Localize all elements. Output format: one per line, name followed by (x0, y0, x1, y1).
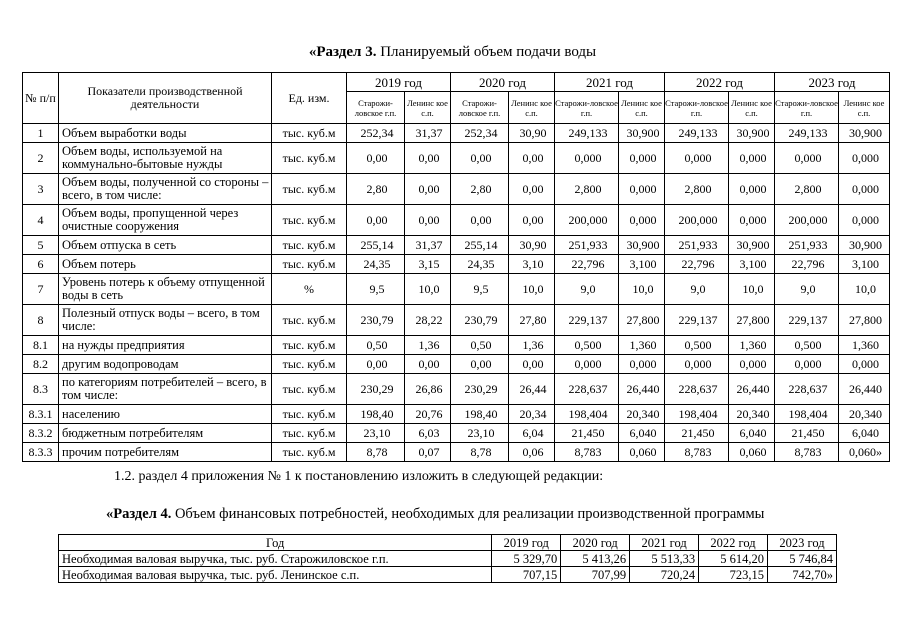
row-value: 0,000 (775, 355, 839, 374)
header-year: 2021 год (555, 73, 665, 92)
row-value: 24,35 (451, 255, 509, 274)
row-value: 0,00 (347, 355, 405, 374)
row-value: 3,10 (509, 255, 555, 274)
row-value: 0,000 (619, 174, 665, 205)
financial-needs-table (58, 534, 837, 583)
row-label: Объем воды, полученной со стороны – всего, в том числе: (59, 174, 272, 205)
row-unit: тыс. куб.м (272, 355, 347, 374)
row-number: 7 (23, 274, 59, 305)
row-value: 8,783 (555, 443, 619, 462)
row-value: 30,900 (729, 236, 775, 255)
row-unit: тыс. куб.м (272, 205, 347, 236)
row-unit: тыс. куб.м (272, 305, 347, 336)
row-value: 8,78 (451, 443, 509, 462)
header-year: 2019 год (492, 535, 561, 551)
row-value: 200,000 (665, 205, 729, 236)
row-value: 20,34 (509, 405, 555, 424)
row-value: 28,22 (405, 305, 451, 336)
row-value: 198,404 (555, 405, 619, 424)
row-value: 31,37 (405, 236, 451, 255)
row-unit: тыс. куб.м (272, 143, 347, 174)
row-value: 0,00 (451, 205, 509, 236)
row-unit: % (272, 274, 347, 305)
row-value: 229,137 (775, 305, 839, 336)
table-row (23, 236, 890, 255)
row-value: 5 614,20 (699, 551, 768, 567)
row-value: 8,783 (665, 443, 729, 462)
row-value: 249,133 (555, 124, 619, 143)
row-value: 10,0 (729, 274, 775, 305)
row-value: 2,80 (451, 174, 509, 205)
row-value: 22,796 (555, 255, 619, 274)
row-value: 3,100 (619, 255, 665, 274)
row-value: 0,000 (839, 143, 890, 174)
row-value: 8,78 (347, 443, 405, 462)
row-unit: тыс. куб.м (272, 124, 347, 143)
row-value: 707,99 (561, 567, 630, 583)
row-value: 21,450 (775, 424, 839, 443)
row-value: 742,70» (767, 567, 836, 583)
row-value: 0,000 (839, 355, 890, 374)
header-indicator: Показатели производственной деятельности (59, 73, 272, 124)
row-value: 27,800 (619, 305, 665, 336)
row-value: 249,133 (665, 124, 729, 143)
row-value: 9,0 (775, 274, 839, 305)
row-value: 0,00 (451, 355, 509, 374)
row-value: 23,10 (347, 424, 405, 443)
row-value: 0,00 (509, 355, 555, 374)
row-value: 0,000 (665, 355, 729, 374)
header-sub-starozhilovo: Старожи-ловское г.п. (665, 92, 729, 124)
row-value: 1,360 (729, 336, 775, 355)
row-value: 198,40 (347, 405, 405, 424)
row-value: 0,00 (451, 143, 509, 174)
row-label: населению (59, 405, 272, 424)
row-number: 3 (23, 174, 59, 205)
row-value: 20,340 (839, 405, 890, 424)
row-value: 0,000 (839, 174, 890, 205)
header-sub-leninskoe: Ленинс кое с.п. (405, 92, 451, 124)
table-row (23, 374, 890, 405)
section3-title: «Раздел 3. Планируемый объем подачи воды (308, 44, 597, 60)
paragraph-1-2: 1.2. раздел 4 приложения № 1 к постановлению изложить в следующей редакции: (114, 469, 604, 484)
row-value: 720,24 (630, 567, 699, 583)
table-row (23, 424, 890, 443)
row-value: 251,933 (775, 236, 839, 255)
row-value: 10,0 (619, 274, 665, 305)
table-row (23, 124, 890, 143)
row-value: 1,360 (839, 336, 890, 355)
row-label: Полезный отпуск воды – всего, в том числе: (59, 305, 272, 336)
row-label: Объем воды, пропущенной через очистные сооружения (59, 205, 272, 236)
table-row (23, 205, 890, 236)
table-row (23, 143, 890, 174)
row-number: 8.3.1 (23, 405, 59, 424)
row-label: другим водопроводам (59, 355, 272, 374)
row-number: 4 (23, 205, 59, 236)
row-value: 22,796 (665, 255, 729, 274)
row-label: Объем отпуска в сеть (59, 236, 272, 255)
row-label: Объем воды, используемой на коммунально-бытовые нужды (59, 143, 272, 174)
row-value: 0,50 (451, 336, 509, 355)
row-value: 0,000 (729, 355, 775, 374)
row-value: 0,00 (347, 143, 405, 174)
row-unit: тыс. куб.м (272, 405, 347, 424)
row-value: 251,933 (555, 236, 619, 255)
row-number: 5 (23, 236, 59, 255)
row-value: 6,040 (839, 424, 890, 443)
header-sub-leninskoe: Ленинс кое с.п. (839, 92, 890, 124)
row-value: 0,000 (729, 143, 775, 174)
header-year: 2020 год (451, 73, 555, 92)
row-value: 10,0 (509, 274, 555, 305)
table-row (59, 567, 837, 583)
header-sub-starozhilovo: Старожи-ловское г.п. (347, 92, 405, 124)
row-value: 0,00 (405, 143, 451, 174)
row-label: Необходимая валовая выручка, тыс. руб. Ленинское с.п. (59, 567, 492, 583)
row-value: 230,29 (451, 374, 509, 405)
header-num: № п/п (23, 73, 59, 124)
row-value: 1,360 (619, 336, 665, 355)
row-value: 30,90 (509, 236, 555, 255)
row-value: 0,000 (729, 205, 775, 236)
row-value: 30,900 (839, 124, 890, 143)
row-value: 0,07 (405, 443, 451, 462)
row-label: на нужды предприятия (59, 336, 272, 355)
header-year: 2022 год (665, 73, 775, 92)
header-sub-leninskoe: Ленинс кое с.п. (619, 92, 665, 124)
row-value: 5 746,84 (767, 551, 836, 567)
row-number: 8.1 (23, 336, 59, 355)
row-value: 0,06 (509, 443, 555, 462)
header-year: 2023 год (767, 535, 836, 551)
row-value: 22,796 (775, 255, 839, 274)
row-value: 30,900 (619, 236, 665, 255)
row-value: 3,100 (839, 255, 890, 274)
row-value: 0,000 (555, 355, 619, 374)
row-value: 3,100 (729, 255, 775, 274)
table-row (23, 443, 890, 462)
row-value: 20,340 (729, 405, 775, 424)
row-unit: тыс. куб.м (272, 374, 347, 405)
row-number: 1 (23, 124, 59, 143)
header-sub-starozhilovo: Старожи-ловское г.п. (451, 92, 509, 124)
row-value: 26,440 (839, 374, 890, 405)
row-value: 230,79 (347, 305, 405, 336)
row-value: 0,000 (665, 143, 729, 174)
row-value: 0,50 (347, 336, 405, 355)
header-year: 2022 год (699, 535, 768, 551)
header-year: 2019 год (347, 73, 451, 92)
row-value: 1,36 (405, 336, 451, 355)
row-number: 8.3.3 (23, 443, 59, 462)
row-unit: тыс. куб.м (272, 424, 347, 443)
row-value: 0,00 (347, 205, 405, 236)
row-value: 723,15 (699, 567, 768, 583)
row-value: 255,14 (347, 236, 405, 255)
row-value: 6,04 (509, 424, 555, 443)
row-label: Уровень потерь к объему отпущенной воды в сеть (59, 274, 272, 305)
row-unit: тыс. куб.м (272, 443, 347, 462)
row-number: 8 (23, 305, 59, 336)
table-row (59, 551, 837, 567)
row-value: 255,14 (451, 236, 509, 255)
row-number: 8.3.2 (23, 424, 59, 443)
row-value: 230,79 (451, 305, 509, 336)
row-value: 9,5 (347, 274, 405, 305)
row-value: 10,0 (405, 274, 451, 305)
row-value: 229,137 (555, 305, 619, 336)
row-value: 228,637 (665, 374, 729, 405)
row-value: 5 413,26 (561, 551, 630, 567)
row-value: 0,00 (509, 174, 555, 205)
row-value: 26,440 (729, 374, 775, 405)
header-sub-leninskoe: Ленинс кое с.п. (729, 92, 775, 124)
row-value: 30,90 (509, 124, 555, 143)
row-value: 9,0 (665, 274, 729, 305)
row-label: Объем выработки воды (59, 124, 272, 143)
row-value: 198,404 (665, 405, 729, 424)
row-value: 30,900 (729, 124, 775, 143)
row-value: 8,783 (775, 443, 839, 462)
row-value: 5 329,70 (492, 551, 561, 567)
row-value: 707,15 (492, 567, 561, 583)
row-label: по категориям потребителей – всего, в том числе: (59, 374, 272, 405)
header-sub-starozhilovo: Старожи-ловское г.п. (775, 92, 839, 124)
water-supply-table (22, 72, 890, 462)
row-value: 200,000 (555, 205, 619, 236)
row-value: 198,404 (775, 405, 839, 424)
row-value: 2,800 (555, 174, 619, 205)
row-value: 24,35 (347, 255, 405, 274)
row-value: 249,133 (775, 124, 839, 143)
row-value: 0,060 (619, 443, 665, 462)
row-value: 10,0 (839, 274, 890, 305)
row-value: 21,450 (555, 424, 619, 443)
row-label: прочим потребителям (59, 443, 272, 462)
row-unit: тыс. куб.м (272, 255, 347, 274)
row-value: 0,000 (729, 174, 775, 205)
row-value: 228,637 (555, 374, 619, 405)
row-value: 0,00 (405, 355, 451, 374)
row-unit: тыс. куб.м (272, 236, 347, 255)
header-year: 2020 год (561, 535, 630, 551)
row-value: 0,000 (839, 205, 890, 236)
row-label: Необходимая валовая выручка, тыс. руб. Старожиловское г.п. (59, 551, 492, 567)
row-value: 30,900 (839, 236, 890, 255)
row-value: 31,37 (405, 124, 451, 143)
table-row (23, 305, 890, 336)
table-row (23, 355, 890, 374)
row-label: бюджетным потребителям (59, 424, 272, 443)
table-row (23, 405, 890, 424)
row-value: 0,000 (619, 143, 665, 174)
row-value: 0,00 (405, 205, 451, 236)
row-unit: тыс. куб.м (272, 174, 347, 205)
row-label: Объем потерь (59, 255, 272, 274)
row-value: 0,500 (555, 336, 619, 355)
row-value: 26,44 (509, 374, 555, 405)
row-value: 27,800 (729, 305, 775, 336)
row-unit: тыс. куб.м (272, 336, 347, 355)
row-value: 23,10 (451, 424, 509, 443)
header-year-label: Год (59, 535, 492, 551)
row-number: 8.2 (23, 355, 59, 374)
row-value: 0,500 (665, 336, 729, 355)
row-value: 2,80 (347, 174, 405, 205)
row-value: 251,933 (665, 236, 729, 255)
row-value: 0,000 (619, 205, 665, 236)
row-value: 27,800 (839, 305, 890, 336)
row-value: 0,060» (839, 443, 890, 462)
row-value: 0,000 (775, 143, 839, 174)
row-value: 2,800 (665, 174, 729, 205)
row-value: 0,500 (775, 336, 839, 355)
row-value: 0,060 (729, 443, 775, 462)
row-value: 9,0 (555, 274, 619, 305)
row-value: 26,86 (405, 374, 451, 405)
row-value: 200,000 (775, 205, 839, 236)
row-value: 6,040 (619, 424, 665, 443)
table-row (23, 274, 890, 305)
row-value: 228,637 (775, 374, 839, 405)
row-value: 27,80 (509, 305, 555, 336)
row-value: 198,40 (451, 405, 509, 424)
row-value: 30,900 (619, 124, 665, 143)
row-value: 0,000 (555, 143, 619, 174)
row-value: 229,137 (665, 305, 729, 336)
row-value: 5 513,33 (630, 551, 699, 567)
row-value: 252,34 (451, 124, 509, 143)
row-value: 252,34 (347, 124, 405, 143)
row-value: 1,36 (509, 336, 555, 355)
header-unit: Ед. изм. (272, 73, 347, 124)
row-value: 21,450 (665, 424, 729, 443)
row-number: 8.3 (23, 374, 59, 405)
header-sub-starozhilovo: Старожи-ловское г.п. (555, 92, 619, 124)
header-year: 2023 год (775, 73, 890, 92)
table-row (23, 174, 890, 205)
row-number: 2 (23, 143, 59, 174)
row-value: 0,00 (509, 143, 555, 174)
row-value: 20,76 (405, 405, 451, 424)
row-value: 20,340 (619, 405, 665, 424)
header-year: 2021 год (630, 535, 699, 551)
row-value: 26,440 (619, 374, 665, 405)
row-value: 2,800 (775, 174, 839, 205)
row-value: 0,00 (509, 205, 555, 236)
table-row (23, 336, 890, 355)
row-value: 230,29 (347, 374, 405, 405)
table-row (23, 255, 890, 274)
header-sub-leninskoe: Ленинс кое с.п. (509, 92, 555, 124)
row-value: 0,000 (619, 355, 665, 374)
row-value: 9,5 (451, 274, 509, 305)
section4-title: «Раздел 4. Объем финансовых потребностей, необходимых для реализации производственной программы (106, 506, 765, 522)
row-value: 6,03 (405, 424, 451, 443)
row-number: 6 (23, 255, 59, 274)
row-value: 0,00 (405, 174, 451, 205)
row-value: 3,15 (405, 255, 451, 274)
row-value: 6,040 (729, 424, 775, 443)
